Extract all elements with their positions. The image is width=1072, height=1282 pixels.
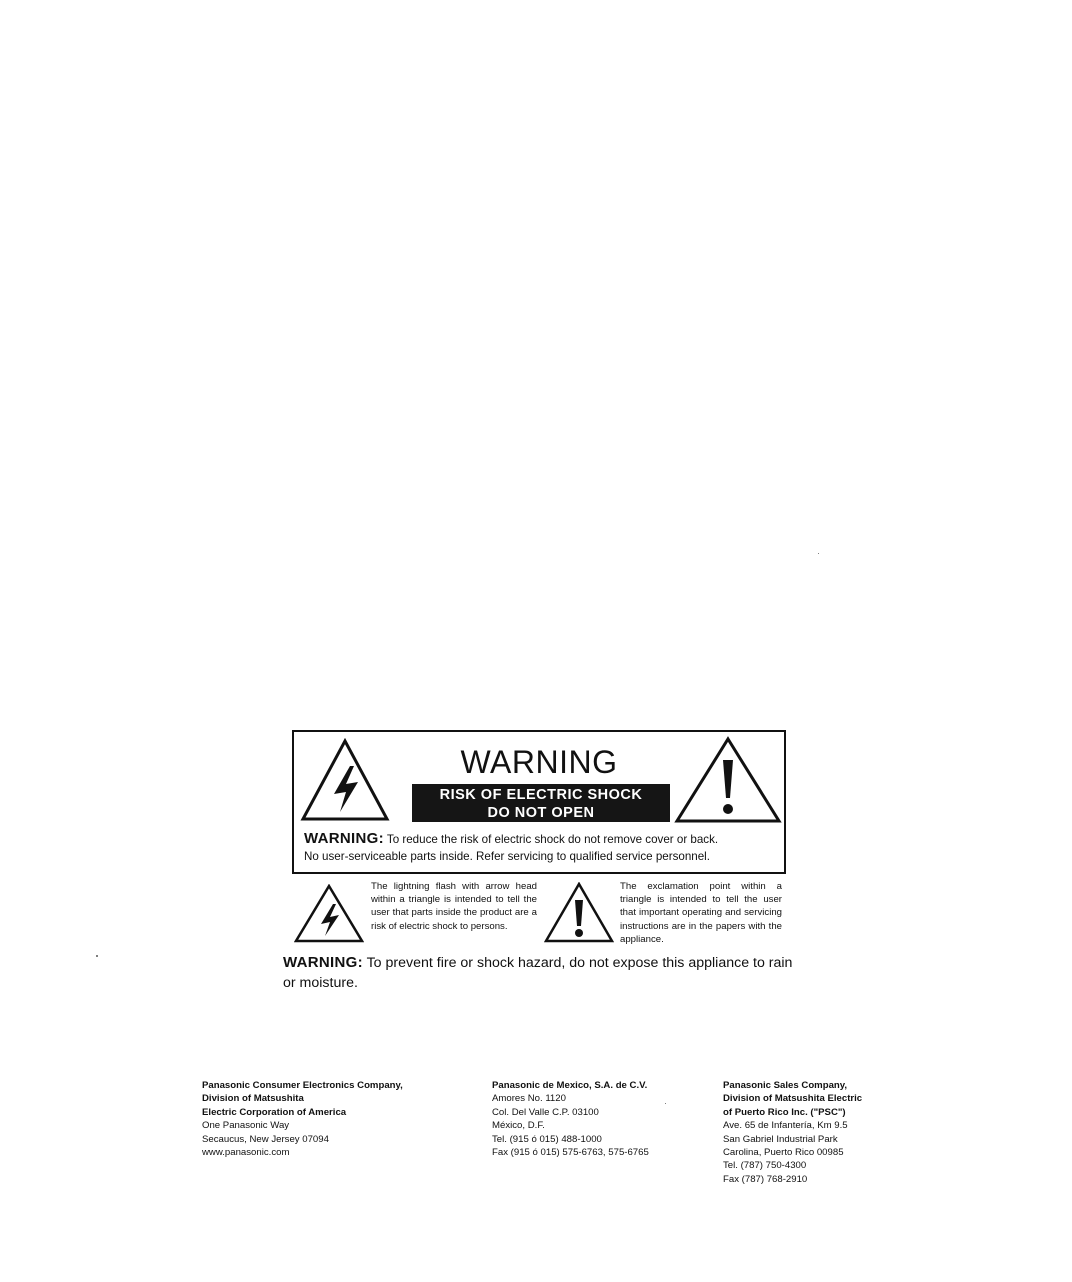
risk-line-2: DO NOT OPEN: [487, 805, 595, 821]
address-usa-company-3: Electric Corporation of America: [202, 1106, 347, 1118]
warning-bottom-label: WARNING:: [283, 954, 363, 971]
address-pr-fax: Fax (787) 768-2910: [723, 1173, 808, 1185]
warning-bottom-text: To prevent fire or shock hazard, do not expose this appliance to rain or moisture.: [283, 955, 793, 991]
address-mexico-tel: Tel. (915 ó 015) 488-1000: [492, 1133, 602, 1145]
warning-bottom: [283, 953, 803, 993]
address-pr-company-1: Panasonic Sales Company,: [723, 1080, 848, 1091]
address-usa: [202, 1079, 403, 1159]
warning-box: [292, 730, 786, 874]
address-usa-website: www.panasonic.com: [202, 1147, 290, 1159]
lightning-symbol-icon: [294, 884, 364, 944]
address-pr-company-2: Division of Matsushita Electric: [723, 1093, 863, 1105]
exclamation-explanation: The exclamation point within a triangle is intended to tell the user that important operating and servicing instructions are in the papers with the appliance.: [620, 881, 782, 945]
address-mexico: [492, 1079, 649, 1159]
scan-speck: [96, 955, 98, 957]
warning-inline-text-2: No user-serviceable parts inside. Refer servicing to qualified service personnel.: [304, 850, 710, 863]
address-mexico-line-3: México, D.F.: [492, 1120, 545, 1132]
warning-title: WARNING: [460, 744, 618, 780]
address-pr-company-3: of Puerto Rico Inc. ("PSC"): [723, 1106, 846, 1118]
lightning-explanation: The lightning flash with arrow head within a triangle is intended to tell the user that parts inside the product are a risk of electric shock to persons.: [371, 881, 537, 932]
lightning-triangle-icon: [300, 738, 390, 822]
risk-line-1: RISK OF ELECTRIC SHOCK: [439, 787, 643, 803]
address-usa-line-1: One Panasonic Way: [202, 1120, 290, 1132]
exclamation-symbol-icon: [544, 882, 614, 944]
address-mexico-fax: Fax (915 ó 015) 575-6763, 575-6765: [492, 1147, 649, 1159]
warning-inline: [304, 830, 780, 865]
warning-inline-text-1: To reduce the risk of electric shock do not remove cover or back.: [386, 833, 719, 846]
scan-speck: [818, 553, 819, 554]
address-pr-line-3: Carolina, Puerto Rico 00985: [723, 1147, 844, 1159]
warning-inline-label: WARNING:: [304, 830, 384, 847]
address-mexico-line-2: Col. Del Valle C.P. 03100: [492, 1106, 599, 1118]
address-puerto-rico: [723, 1079, 862, 1186]
address-mexico-company: Panasonic de Mexico, S.A. de C.V.: [492, 1080, 648, 1091]
address-pr-line-1: Ave. 65 de Infantería, Km 9.5: [723, 1120, 848, 1132]
address-pr-tel: Tel. (787) 750-4300: [723, 1160, 807, 1172]
address-pr-line-2: San Gabriel Industrial Park: [723, 1133, 838, 1145]
exclamation-triangle-icon: [674, 736, 782, 824]
address-usa-company-2: Division of Matsushita: [202, 1093, 304, 1105]
risk-of-shock-banner: [412, 784, 670, 822]
address-usa-line-2: Secaucus, New Jersey 07094: [202, 1133, 329, 1145]
address-usa-company-1: Panasonic Consumer Electronics Company,: [202, 1080, 403, 1091]
address-mexico-line-1: Amores No. 1120: [492, 1093, 566, 1105]
scan-speck: [665, 1103, 666, 1104]
